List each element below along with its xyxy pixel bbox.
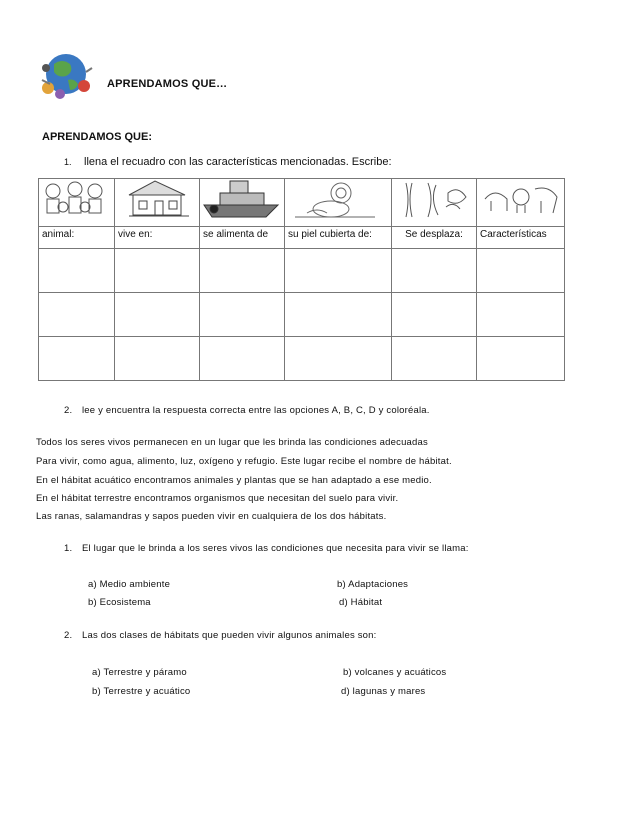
option-d[interactable]: d) Hábitat (339, 597, 383, 608)
option-c[interactable]: b) Ecosistema (88, 597, 151, 608)
globe-children-logo-icon (36, 50, 94, 102)
header-se-alimenta: se alimenta de (200, 227, 285, 249)
table-row (39, 249, 565, 293)
table-cell[interactable] (477, 293, 565, 337)
paragraph-line: Las ranas, salamandras y sapos pueden vivir en cualquiera de los dos hábitats. (36, 511, 387, 522)
table-cell[interactable] (477, 249, 565, 293)
question-1-text: El lugar que le brinda a los seres vivos las condiciones que necesita para vivir se llama: (82, 543, 469, 554)
characteristics-table (38, 178, 565, 381)
table-cell[interactable] (285, 249, 392, 293)
option-c[interactable]: b) Terrestre y acuático (92, 686, 191, 697)
instruction-1 (64, 156, 392, 168)
table-cell[interactable] (200, 293, 285, 337)
table-cell[interactable] (200, 249, 285, 293)
option-b[interactable]: b) volcanes y acuáticos (343, 667, 447, 678)
option-d[interactable]: d) lagunas y mares (341, 686, 426, 697)
animals-group-drawing-icon (477, 179, 565, 227)
question-2-text: Las dos clases de hábitats que pueden vivir algunos animales son: (82, 630, 377, 641)
option-b[interactable]: b) Adaptaciones (337, 579, 409, 590)
question-2-number: 2. (64, 630, 73, 641)
table-cell[interactable] (115, 337, 200, 381)
table-cell[interactable] (115, 249, 200, 293)
option-a[interactable]: a) Terrestre y páramo (92, 667, 187, 678)
instruction-2-number: 2. (64, 405, 73, 416)
lion-drawing-icon (285, 179, 392, 227)
feathers-fish-drawing-icon (392, 179, 477, 227)
table-cell[interactable] (115, 293, 200, 337)
animals-drawing-icon (39, 179, 115, 227)
house-drawing-icon (115, 179, 200, 227)
table-row (39, 293, 565, 337)
paragraph-line: Todos los seres vivos permanecen en un lugar que les brinda las condiciones adecuadas (36, 437, 428, 448)
paragraph-line: En el hábitat terrestre encontramos organismos que necesitan del suelo para vivir. (36, 493, 399, 504)
header-se-desplaza: Se desplaza: (392, 227, 477, 249)
paragraph-line: En el hábitat acuático encontramos animales y plantas que se han adaptado a ese medio. (36, 475, 432, 486)
paragraph-line: Para vivir, como agua, alimento, luz, oxígeno y refugio. Este lugar recibe el nombre de hábitat. (36, 456, 452, 467)
header-piel-cubierta: su piel cubierta de: (285, 227, 392, 249)
instruction-1-number: 1. (64, 157, 72, 167)
table-cell[interactable] (392, 337, 477, 381)
instruction-1-text: llena el recuadro con las características mencionadas. Escribe: (84, 156, 392, 168)
table-cell[interactable] (285, 293, 392, 337)
table-cell[interactable] (477, 337, 565, 381)
question-1-number: 1. (64, 543, 73, 554)
table-cell[interactable] (39, 249, 115, 293)
table-cell[interactable] (200, 337, 285, 381)
question-1 (64, 543, 469, 554)
table-cell[interactable] (285, 337, 392, 381)
header-animal: animal: (39, 227, 115, 249)
instruction-2 (64, 405, 430, 416)
question-2 (64, 630, 376, 641)
instruction-2-text: lee y encuentra la respuesta correcta entre las opciones A, B, C, D y coloréala. (82, 405, 430, 416)
page-title: APRENDAMOS QUE… (107, 78, 228, 90)
table-cell[interactable] (39, 337, 115, 381)
header-caracteristicas: Características (477, 227, 565, 249)
table-cell[interactable] (392, 249, 477, 293)
table-row (39, 337, 565, 381)
section-subtitle: APRENDAMOS QUE: (42, 131, 153, 143)
table-cell[interactable] (39, 293, 115, 337)
option-a[interactable]: a) Medio ambiente (88, 579, 171, 590)
header-vive-en: vive en: (115, 227, 200, 249)
ark-boat-drawing-icon (200, 179, 285, 227)
table-cell[interactable] (392, 293, 477, 337)
